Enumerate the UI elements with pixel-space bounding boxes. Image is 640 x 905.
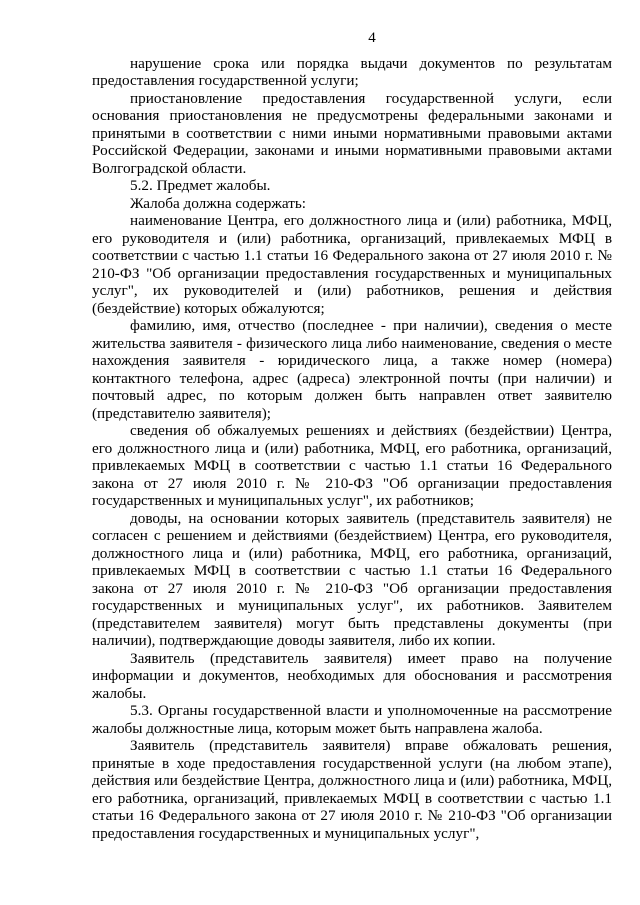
paragraph-arguments: доводы, на основании которых заявитель (представитель заявителя) не согласен с решением и действиями (бездействием) Центра, его руководителя, должностного лица и (или) работника, МФЦ, его работника, организаций, привлекаемых МФЦ в соответствии с частью 1.1 статьи 16 Федерального закона от 27 июля 2010 г. № 210-ФЗ "Об организации предоставления государственных и муниципальных услуг", их работников. Заявителем (представителем заявителя) могут быть представлены документы (при наличии), подтверждающие доводы заявителя, либо их копии. (92, 509, 612, 649)
paragraph-complaint-must-contain: Жалоба должна содержать: (130, 194, 306, 212)
paragraph-center-name: наименование Центра, его должностного лица и (или) работника, МФЦ, его руководителя и (или) работника, организаций, привлекаемых МФЦ в соответствии с частью 1.1 статьи 16 Федерального закона от 27 июля 2010 г. № 210-ФЗ "Об организации предоставления государственных и муниципальных услуг", их руководителей и (или) работников, решения и действия (бездействие) которых обжалуются; (92, 212, 612, 317)
paragraph-appealed-decisions: сведения об обжалуемых решениях и действиях (бездействии) Центра, его должностного лица и (или) работника, МФЦ, его работника, организаций, привлекаемых МФЦ в соответствии с частью 1.1 статьи 16 Федерального закона от 27 июля 2010 г. № 210-ФЗ "Об организации предоставления государственных и муниципальных услуг", их работников; (92, 422, 612, 509)
page-number: 4 (368, 30, 376, 46)
section-heading-5-2: 5.2. Предмет жалобы. (130, 177, 271, 194)
paragraph-right-to-information: Заявитель (представитель заявителя) имеет право на получение информации и документов, необходимых для обоснования и рассмотрения жалобы. (92, 649, 612, 702)
section-heading-5-3: 5.3. Органы государственной власти и уполномоченные на рассмотрение жалобы должностные лица, которым может быть направлена жалоба. (92, 702, 612, 737)
paragraph-applicant-details: фамилию, имя, отчество (последнее - при наличии), сведения о месте жительства заявителя - физического лица либо наименование, сведения о месте нахождения заявителя - юридического лица, а также номер (номера) контактного телефона, адрес (адреса) электронной почты (при наличии) и почтовый адрес, по которым должен быть направлен ответ заявителю (представителю заявителя); (92, 317, 612, 422)
paragraph-suspension: приостановление предоставления государственной услуги, если основания приостановления не предусмотрены федеральными законами и принятыми в соответствии с ними иными нормативными правовыми актами Российской Федерации, законами и иными нормативными правовыми актами Волгоградской области. (92, 89, 612, 177)
paragraph-right-to-appeal: Заявитель (представитель заявителя) вправе обжаловать решения, принятые в ходе предоставления государственной услуги (на любом этапе), действия или бездействие Центра, должностного лица и (или) работника, МФЦ, его работника, организаций, привлекаемых МФЦ в соответствии с частью 1.1 статьи 16 Федерального закона от 27 июля 2010 г. № 210-ФЗ "Об организации предоставления государственных и муниципальных услуг", (92, 737, 612, 842)
paragraph-deadline-violation: нарушение срока или порядка выдачи документов по результатам предоставления государственной услуги; (92, 54, 612, 89)
